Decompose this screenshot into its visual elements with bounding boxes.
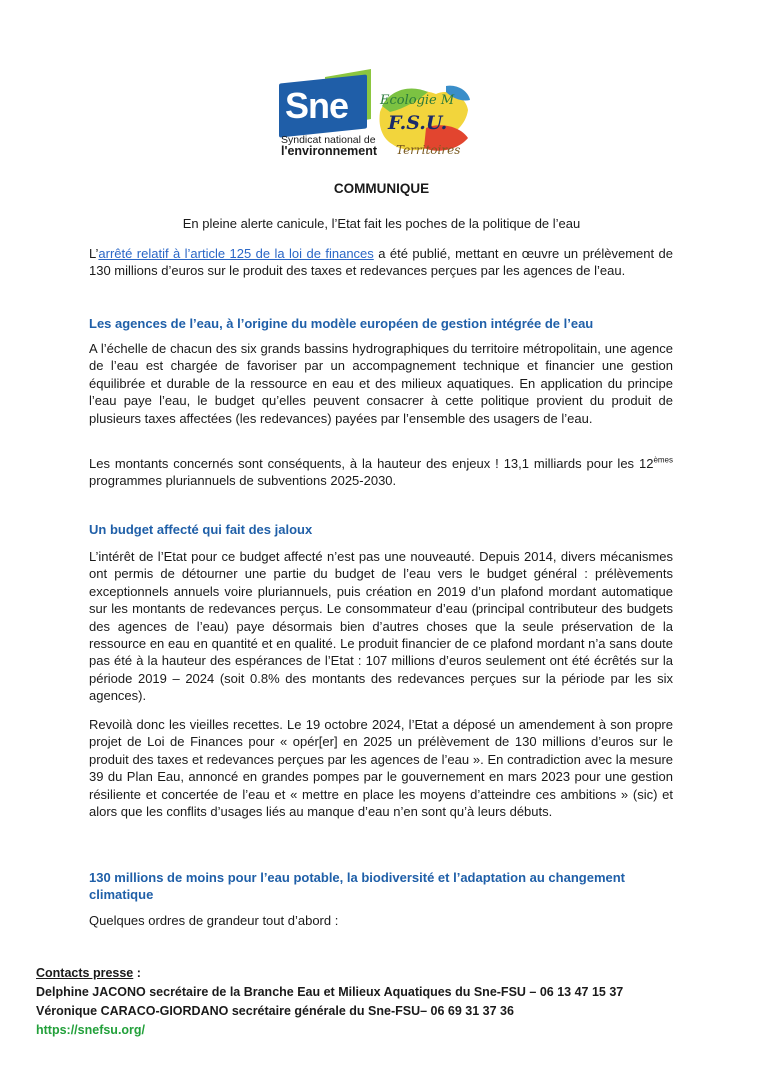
section-heading-agences: Les agences de l’eau, à l’origine du modèle européen de gestion intégrée de l’eau [89, 316, 594, 331]
sne-logo-subtitle-line1: Syndicat national de [281, 134, 376, 146]
fsu-ecologie-logo [376, 82, 472, 162]
section-heading-130-millions: 130 millions de moins pour l’eau potable, la biodiversité et l’adaptation au changement climatique [89, 870, 626, 903]
page-title: COMMUNIQUE [333, 181, 430, 196]
fsu-logo-top-text: Ecologie M [380, 93, 455, 108]
sne-logo-subtitle [281, 135, 381, 158]
contacts-label-suffix: : [133, 966, 141, 980]
sne-logo-word: Sne [285, 85, 349, 126]
page-subtitle: En pleine alerte canicule, l’Etat fait les poches de la politique de l’eau [182, 216, 581, 231]
fsu-logo-bottom-text: Territoires [396, 143, 461, 157]
press-contacts [36, 964, 736, 1040]
section-agences-paragraph-1: A l’échelle de chacun des six grands bassins hydrographiques du territoire métropolitain, une agence de l’eau est chargée de favoriser par un accompagnement technique et financier une gestion équilibrée et durable de la ressource en eau et des milieux aquatiques. En application du principe l’eau paye l’eau, le budget qu’elles peuvent consacrer à cette politique provient du produit de plusieurs taxes affectées (les redevances) payées par l’ensemble des usagers de l’eau. [89, 341, 673, 426]
intro-paragraph [89, 245, 673, 280]
contact-veronique-caraco-giordano: Véronique CARACO-GIORDANO secrétaire générale du Sne-FSU– 06 69 31 37 36 [36, 1004, 514, 1018]
montants-superscript: èmes [653, 455, 673, 465]
fsu-logo-fsu-text: F.S.U. [388, 112, 448, 134]
intro-text-post: a été publié, mettant en œuvre un prélèvement de 130 millions d’euros sur le produit des taxes et redevances perçues par les agences de l’eau. [89, 246, 674, 279]
sne-logo-subtitle-line2: l'environnement [281, 144, 378, 158]
section-budget-paragraph-2: Revoilà donc les vieilles recettes. Le 19 octobre 2024, l’Etat a déposé un amendement à son propre projet de Loi de Finances pour « opér[er] en 2025 un prélèvement de 130 millions d’euros sur le produit des taxes et redevances perçues par les agences de l’eau ». En contradiction avec la mesure 39 du Plan Eau, annoncé en grandes pompes par le gouvernement en mars 2023 pour une gestion résiliente et concertée de l’eau et « mettre en place les moyens d’atteindre ces ambitions » (sic) et alors que les conflits d’usages liés au manque d’eau n’en sont qu’à leurs débuts. [89, 717, 673, 820]
montants-text-post: programmes pluriannuels de subventions 2025-2030. [89, 473, 397, 489]
section-130-millions-paragraph-1: Quelques ordres de grandeur tout d’abord : [89, 913, 339, 928]
intro-text-pre: L’ [89, 246, 99, 261]
section-heading-budget: Un budget affecté qui fait des jaloux [89, 522, 313, 537]
section-budget-paragraph-1: L’intérêt de l’Etat pour ce budget affecté n’est pas une nouveauté. Depuis 2014, divers mécanismes ont permis de détourner une partie du budget de l’eau vers le budget général : prélèvements exceptionnels annuels voire pluriannuels, puis création en 2019 d’un plafond mordant automatique sur les montants de redevances perçus. Le consommateur d’eau (principal contributeur des budgets des agences de l’eau) paye désormais bien d’autres choses que la seule préservation de la ressource en eau en quantité et en qualité. Le produit financier de ce plafond mordant n’a sans doute pas été à la hauteur des espérances de l’Etat : 107 millions d’euros seulement ont été écrêtés sur la période 2019 – 2024 (soit 0.8% des montants des redevances perçues sur la période par les six agences). [89, 549, 673, 704]
arrete-link[interactable]: arrêté relatif à l’article 125 de la loi de finances [98, 246, 374, 261]
montants-text-pre: Les montants concernés sont conséquents, à la hauteur des enjeux ! 13,1 milliards pour les 12 [89, 456, 654, 471]
contact-delphine-jacono: Delphine JACONO secrétaire de la Branche Eau et Milieux Aquatiques du Sne-FSU – 06 13 47 15 37 [36, 985, 624, 999]
sne-logo [279, 73, 378, 161]
snefsu-website-link[interactable]: https://snefsu.org/ [36, 1023, 146, 1037]
section-agences-paragraph-2 [89, 455, 673, 490]
contacts-label-line [36, 964, 736, 983]
contacts-label: Contacts presse [36, 966, 134, 980]
